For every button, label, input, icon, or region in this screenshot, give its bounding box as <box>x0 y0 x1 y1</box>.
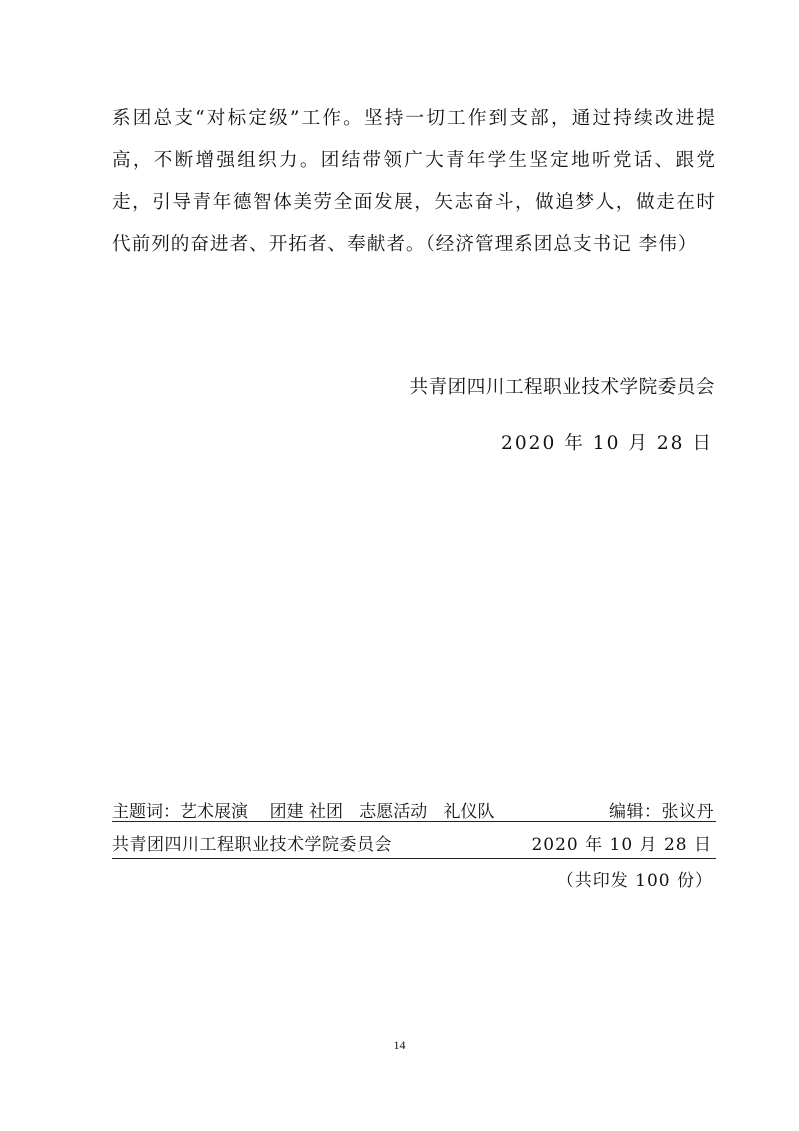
editor-text: 编辑：张议丹 <box>609 802 714 822</box>
signature-organization: 共青团四川工程职业技术学院委员会 <box>409 377 715 398</box>
page-number: 14 <box>393 1038 406 1052</box>
issuer-row <box>112 830 716 856</box>
issue-date: 2020 年 10 月 28 日 <box>531 835 712 855</box>
keywords-text: 主题词：艺术展演 团建 社团 志愿活动 礼仪队 <box>112 802 495 822</box>
signature-date: 2020 年 10 月 28 日 <box>501 433 713 454</box>
issuer-organization: 共青团四川工程职业技术学院委员会 <box>112 835 392 855</box>
keywords-row <box>112 797 716 823</box>
footer-divider-bottom <box>112 858 716 859</box>
footer-divider-top <box>112 821 716 822</box>
copies-note: （共印发 100 份） <box>556 871 713 891</box>
body-paragraph: 系团总支“对标定级”工作。坚持一切工作到支部，通过持续改进提高，不断增强组织力。团结带领广大青年学生坚定地听党话、跟党走，引导青年德智体美劳全面发展，矢志奋斗，做追梦人，做走在时代前列的奋进者、开拓者、奉献者。（经济管理系团总支书记 李伟） <box>112 108 716 255</box>
